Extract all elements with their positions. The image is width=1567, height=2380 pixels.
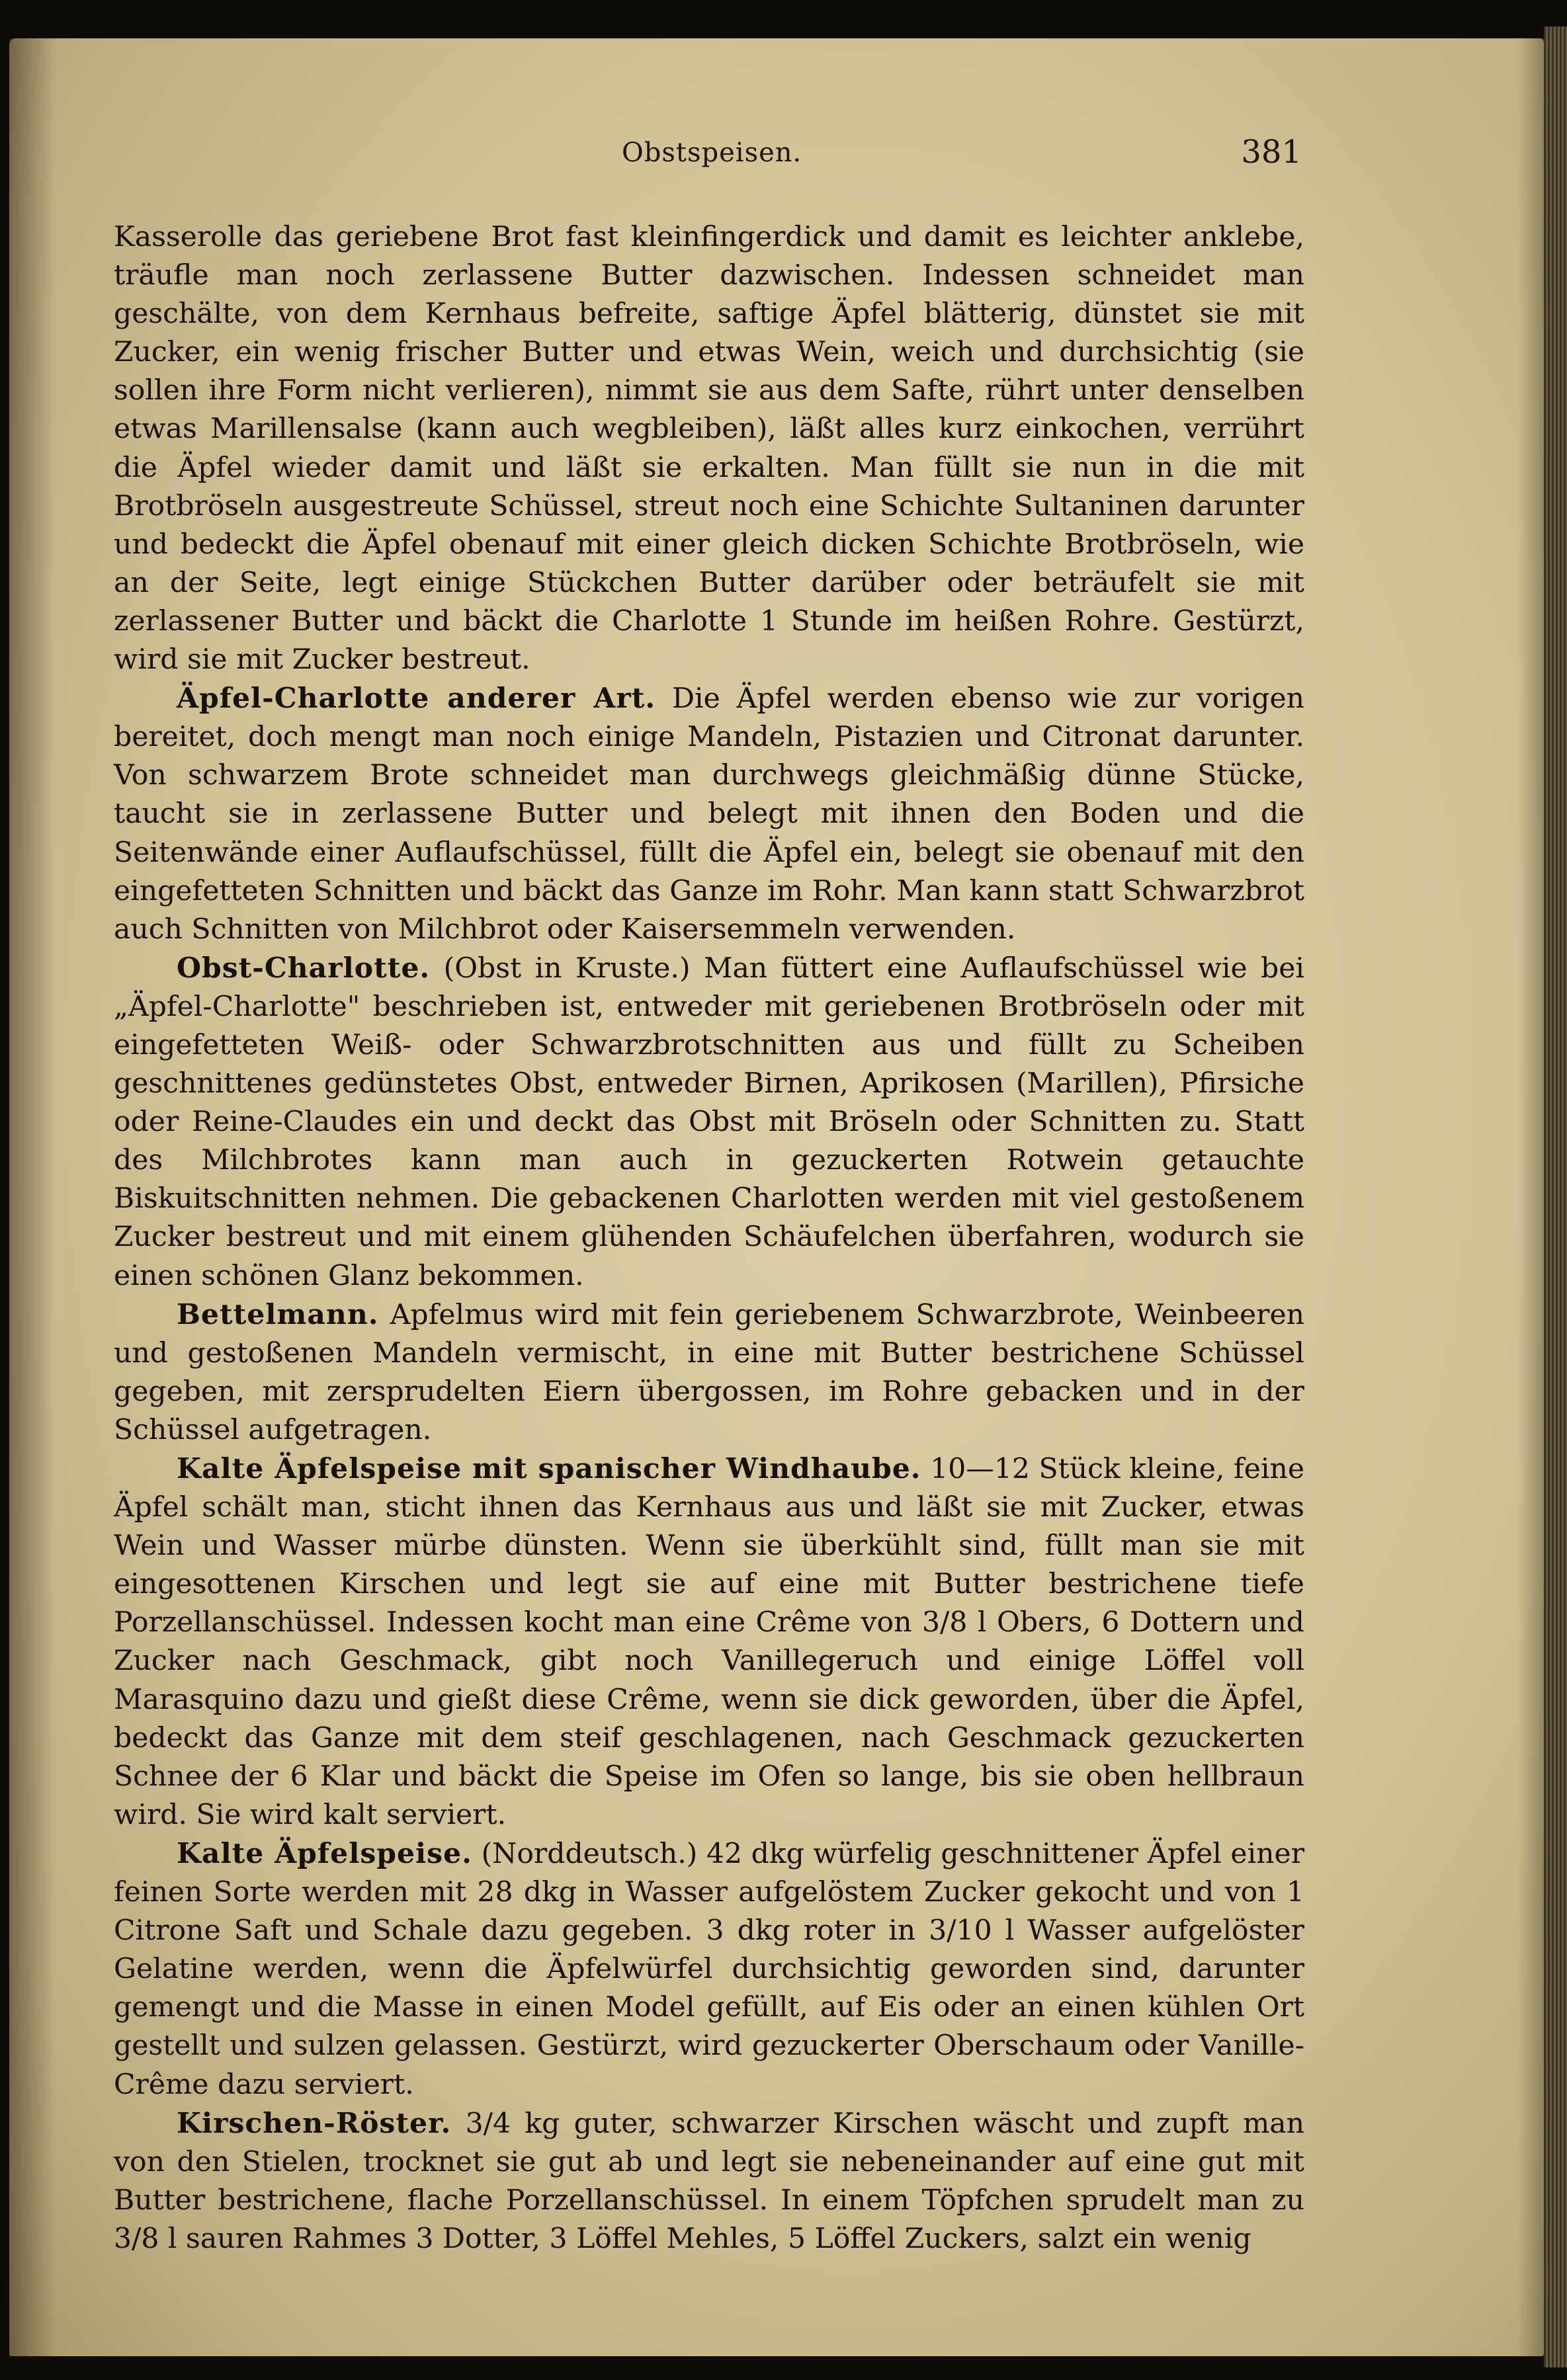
recipe-kalte-apfelspeise	[114, 1834, 1304, 2104]
recipe-heading: Kalte Äpfelspeise.	[177, 1836, 472, 1870]
page-edge-shadow	[1517, 38, 1544, 2356]
recipe-apfel-charlotte-anderer-art	[114, 679, 1304, 949]
paragraph-text: Kasserolle das geriebene Brot fast kleinfingerdick und damit es leichter anklebe, träufle man noch zerlassene Butter dazwischen. Indessen schneidet man geschälte, von dem Kernhaus befreite, saftige Äpfel blätterig, dünstet sie mit Zucker, ein wenig frischer Butter und etwas Wein, weich und durchsichtig (sie sollen ihre Form nicht verlieren), nimmt sie aus dem Safte, rührt unter denselben etwas Marillensalse (kann auch wegbleiben), läßt alles kurz einkochen, verrührt die Äpfel wieder damit und läßt sie erkalten. Man füllt sie nun in die mit Brotbröseln ausgestreute Schüssel, streut noch eine Schichte Sultaninen darunter und bedeckt die Äpfel obenauf mit einer gleich dicken Schichte Brotbröseln, wie an der Seite, legt einige Stückchen Butter darüber oder beträufelt sie mit zerlassener Butter und bäckt die Charlotte 1 Stunde im heißen Rohre. Gestürzt, wird sie mit Zucker bestreut.	[114, 221, 1304, 677]
running-head: Obstspeisen.	[622, 138, 802, 168]
recipe-text: (Obst in Kruste.) Man füttert eine Auflaufschüssel wie bei „Äpfel-Charlotte" beschrieben ist, entweder mit geriebenen Brotbröseln oder mit eingefetteten Weiß- oder Schwarzbrotschnitten aus und füllt zu Scheiben geschnittenes gedünstetes Obst, entweder Birnen, Aprikosen (Marillen), Pfirsiche oder Reine-Claudes ein und deckt das Obst mit Bröseln oder Schnitten zu. Statt des Milchbrotes kann man auch in gezuckerten Rotwein getauchte Biskuitschnitten nehmen. Die gebackenen Charlotten werden mit viel gestoßenem Zucker bestreut und mit einem glühenden Schäufelchen überfahren, wodurch sie einen schönen Glanz bekommen.	[114, 952, 1305, 1292]
recipe-text: 10—12 Stück kleine, feine Äpfel schält man, sticht ihnen das Kernhaus aus und läßt sie mit Zucker, etwas Wein und Wasser mürbe dünsten. Wenn sie überkühlt sind, füllt man sie mit eingesottenen Kirschen und legt sie auf eine mit Butter bestrichene tiefe Porzellanschüssel. Indessen kocht man eine Crême von 3/8 l Obers, 6 Dottern und Zucker nach Geschmack, gibt noch Vanillegeruch und einige Löffel voll Marasquino dazu und gießt diese Crême, wenn sie dick geworden, über die Äpfel, bedeckt das Ganze mit dem steif geschlagenen, nach Geschmack gezuckerten Schnee der 6 Klar und bäckt die Speise im Ofen so lange, bis sie oben hellbraun wird. Sie wird kalt serviert.	[114, 1453, 1304, 1831]
recipe-kirschen-roster	[114, 2104, 1304, 2258]
recipe-text: 3/4 kg guter, schwarzer Kirschen wäscht und zupft man von den Stielen, trocknet sie gut ab und legt sie nebeneinander auf eine gut mit Butter bestrichene, flache Porzellanschüssel. In einem Töpfchen sprudelt man zu 3/8 l sauren Rahmes 3 Dotter, 3 Löffel Mehles, 5 Löffel Zuckers, salzt ein wenig	[114, 2107, 1304, 2255]
page-number: 381	[1241, 134, 1302, 171]
paragraph-continuation	[114, 218, 1304, 679]
body-text	[114, 218, 1304, 2258]
recipe-kalte-apfelspeise-windhaube	[114, 1450, 1304, 1834]
recipe-heading: Obst-Charlotte.	[177, 951, 431, 985]
spine-shadow	[9, 38, 56, 2356]
recipe-heading: Kalte Äpfelspeise mit spanischer Windhaube.	[177, 1452, 921, 1485]
recipe-bettelmann	[114, 1295, 1304, 1450]
recipe-heading: Äpfel-Charlotte anderer Art.	[177, 682, 656, 716]
book-edge	[1544, 26, 1567, 2367]
recipe-text: Die Äpfel werden ebenso wie zur vorigen bereitet, doch mengt man noch einige Mandeln, Pistazien und Citronat darunter. Von schwarzem Brote schneidet man durchwegs gleichmäßig dünne Stücke, taucht sie in zerlassene Butter und belegt mit ihnen den Boden und die Seitenwände einer Auflaufschüssel, füllt die Äpfel ein, belegt sie obenauf mit den eingefetteten Schnitten und bäckt das Ganze im Rohr. Man kann statt Schwarzbrot auch Schnitten von Milchbrot oder Kaisersemmeln verwenden.	[114, 682, 1304, 946]
recipe-heading: Bettelmann.	[177, 1297, 379, 1331]
recipe-obst-charlotte	[114, 949, 1304, 1295]
recipe-text: Apfelmus wird mit fein geriebenem Schwarzbrote, Weinbeeren und gestoßenen Mandeln vermischt, in eine mit Butter bestrichene Schüssel gegeben, mit zersprudelten Eiern übergossen, im Rohre gebacken und in der Schüssel aufgetragen.	[114, 1298, 1305, 1446]
page-header	[119, 99, 1310, 171]
recipe-text: (Norddeutsch.) 42 dkg würfelig geschnittener Äpfel einer feinen Sorte werden mit 28 dkg in Wasser aufgelöstem Zucker gekocht und von 1 Citrone Saft und Schale dazu gegeben. 3 dkg roter in 3/10 l Wasser aufgelöster Gelatine werden, wenn die Äpfelwürfel durchsichtig geworden sind, darunter gemengt und die Masse in einen Model gefüllt, auf Eis oder an einen kühlen Ort gestellt und sulzen gelassen. Gestürzt, wird gezuckerter Oberschaum oder Vanille-Crême dazu serviert.	[114, 1837, 1305, 2101]
recipe-heading: Kirschen-Röster.	[177, 2106, 452, 2140]
